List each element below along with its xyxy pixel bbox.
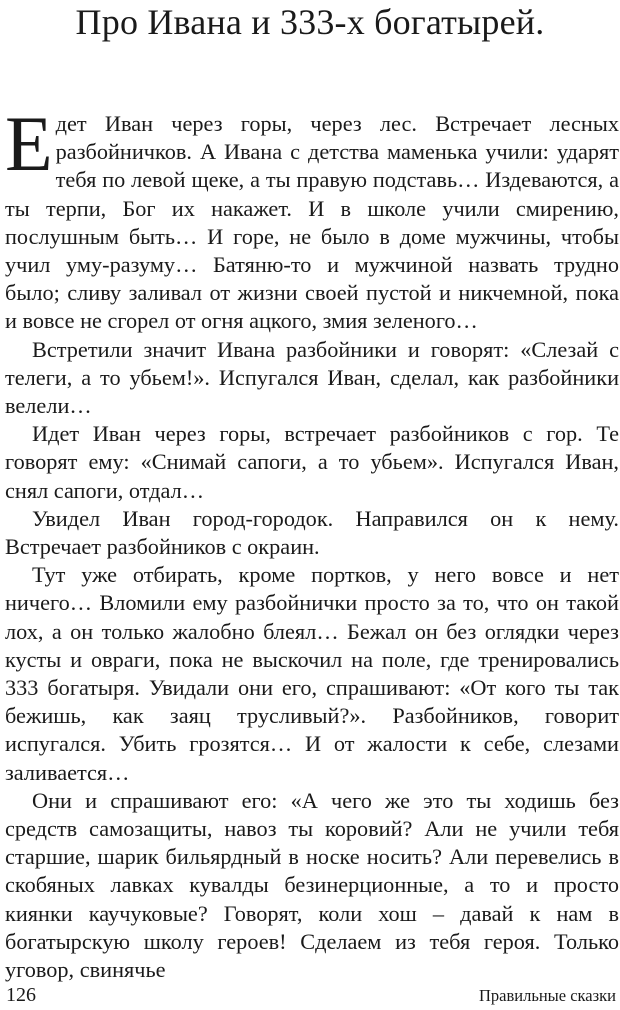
drop-cap-letter: Е [5, 100, 53, 187]
running-title: Правильные сказки [478, 986, 616, 1005]
chapter-title: Про Ивана и 333-х богатырей. [75, 2, 545, 42]
page-footer [0, 983, 620, 1009]
paragraph-1-text: дет Иван через горы, через лес. Встречает лесных разбойничков. А Ивана с детства маменька учили: ударят тебя по левой щеке, а ты правую подставь… Издеваются, а ты терпи, Бог их накажет. И в школе учили смирению, послушным быть… И горе, не было в доме мужчины, чтобы учил уму-разуму… Батяню-то и мужчиной назвать трудно было; сливу заливал от жизни своей пустой и никчемной, пока и вовсе не сгорел от огня ацкого, змия зеленого… [5, 111, 619, 334]
page-number: 126 [6, 984, 36, 1006]
paragraph-1 [5, 100, 619, 336]
paragraph-3: Идет Иван через горы, встречает разбойников с гор. Те говорят ему: «Снимай сапоги, а то убьем». Испугался Иван, снял сапоги, отдал… [5, 421, 619, 503]
paragraph-4: Увидел Иван город-городок. Направился он к нему. Встречает разбойников с окраин. [5, 505, 619, 560]
paragraph-5: Тут уже отбирать, кроме портков, у него вовсе и нет ничего… Вломили ему разбойнички просто за то, что он такой лох, а он только жалобно блеял… Бежал он без оглядки через кусты и овраги, пока не выскочил на поле, где тренировались 333 богатыря. Увидали они его, спрашивают: «От кого ты так бежишь, как заяц трусливый?». Разбойников, говорит испугался. Убить грозятся… И от жалости к себе, слезами заливается… [5, 562, 619, 785]
paragraph-6: Они и спрашивают его: «А чего же это ты ходишь без средств самозащиты, навоз ты коровий? Али не учили тебя старшие, шарик бильярдный в носке носить? Али перевелись в скобяных лавках кувалды безинерционные, а то и просто киянки каучуковые? Говорят, коли хош – давай к нам в богатырскую школу героев! Сделаем из тебя героя. Только уговор, свинячье [5, 787, 619, 983]
story-body [5, 100, 619, 984]
paragraph-2: Встретили значит Ивана разбойники и говорят: «Слезай с телеги, а то убьем!». Испугался Иван, сделал, как разбойники велели… [5, 336, 619, 419]
